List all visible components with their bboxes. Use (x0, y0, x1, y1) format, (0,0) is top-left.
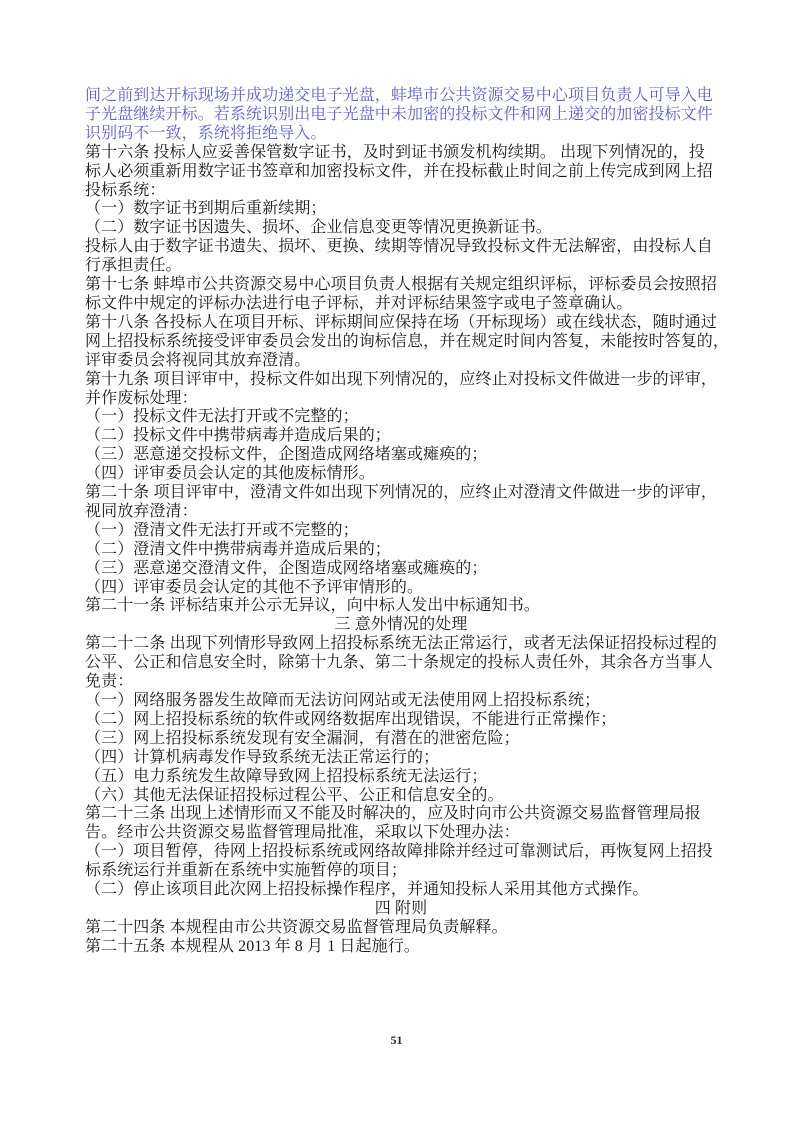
text-line: （二）投标文件中携带病毒并造成后果的； (85, 427, 391, 445)
text-line: 第二十二条 出现下列情形导致网上招投标系统无法正常运行，或者无法保证招投标过程的 (85, 635, 718, 653)
text-line: 第二十三条 出现上述情形而又不能及时解决的，应及时向市公共资源交易监督管理局报 (85, 805, 701, 823)
text-line: （一）项目暂停，待网上招投标系统或网络故障排除并经过可靠测试后，再恢复网上招投 (85, 843, 713, 861)
text-line: 第十九条 项目评审中，投标文件如出现下列情况的，应终止对投标文件做进一步的评审， (85, 370, 718, 388)
text-line: 行承担责任。 (85, 257, 182, 275)
text-line: 间之前到达开标现场并成功递交电子光盘，蚌埠市公共资源交易中心项目负责人可导入电 (85, 87, 713, 104)
text-line: （二）网上招投标系统的软件或网络数据库出现错误，不能进行正常操作； (85, 710, 617, 728)
text-line: 评审委员会将视同其放弃澄清。 (85, 351, 311, 369)
text-line: 告。经市公共资源交易监督管理局批准，采取以下处理办法： (85, 824, 520, 842)
text-line: 免责： (85, 673, 134, 691)
text-line: 第二十五条 本规程从 2013 年 8 月 1 日起施行。 (85, 937, 420, 955)
text-line: 第十六条 投标人应妥善保管数字证书，及时到证书颁发机构续期。 出现下列情况的，投 (85, 143, 706, 161)
text-line: （二）停止该项目此次网上招投标操作程序，并通知投标人采用其他方式操作。 (85, 881, 649, 899)
document-body (85, 87, 730, 957)
text-line: 识别码不一致，系统将拒绝导入。 (85, 124, 327, 142)
section-heading: 四 附则 (374, 899, 428, 917)
text-line: 第十七条 蚌埠市公共资源交易中心项目负责人根据有关规定组织评标，评标委员会按照招 (85, 276, 718, 294)
text-line: （二）澄清文件中携带病毒并造成后果的； (85, 540, 391, 558)
text-line: （四）计算机病毒发作导致系统无法正常运行的； (85, 748, 440, 766)
text-line: （五）电力系统发生故障导致网上招投标系统无法运行； (85, 767, 488, 785)
text-line: 标文件中规定的评标办法进行电子评标，并对评标结果签字或电子签章确认。 (85, 294, 633, 312)
text-line: 标系统运行并重新在系统中实施暂停的项目； (85, 862, 408, 880)
text-line: 第二十四条 本规程由市公共资源交易监督管理局负责解释。 (85, 918, 508, 936)
text-line: （四）评审委员会认定的其他不予评审情形的。 (85, 578, 424, 596)
text-line: （一）网络服务器发生故障而无法访问网站或无法使用网上招投标系统； (85, 692, 601, 709)
text-line: 第二十一条 评标结束并公示无异议，向中标人发出中标通知书。 (85, 597, 540, 615)
text-line: （一）投标文件无法打开或不完整的； (85, 408, 359, 426)
text-line: （四）评审委员会认定的其他废标情形。 (85, 465, 375, 483)
text-line: （三）恶意递交投标文件，企图造成网络堵塞或瘫痪的； (85, 446, 488, 464)
text-line: 投标系统： (85, 181, 166, 199)
section-heading: 三 意外情况的处理 (334, 616, 468, 634)
text-line: 子光盘继续开标。若系统识别出电子光盘中未加密的投标文件和网上递交的加密投标文件 (85, 105, 713, 123)
text-line: （三）恶意递交澄清文件，企图造成网络堵塞或瘫痪的； (85, 559, 488, 577)
page-number: 51 (390, 1033, 403, 1047)
text-line: （一）澄清文件无法打开或不完整的； (85, 521, 359, 539)
text-line: 投标人由于数字证书遗失、损坏、更换、续期等情况导致投标文件无法解密，由投标人自 (85, 238, 713, 256)
text-line: （二）数字证书因遗失、损坏、企业信息变更等情况更换新证书。 (85, 219, 552, 237)
text-line: 标人必须重新用数字证书签章和加密投标文件，并在投标截止时间之前上传完成到网上招 (85, 162, 713, 180)
text-line: 第十八条 各投标人在项目开标、评标期间应保持在场（开标现场）或在线状态，随时通过 (85, 313, 718, 331)
text-line: 视同放弃澄清： (85, 502, 198, 520)
text-line: （三）网上招投标系统发现有安全漏洞，有潜在的泄密危险； (85, 729, 520, 747)
text-line: 并作废标处理： (85, 389, 198, 407)
text-line: 第二十条 项目评审中，澄清文件如出现下列情况的，应终止对澄清文件做进一步的评审， (85, 484, 718, 502)
text-line: （六）其他无法保证招投标过程公平、公正和信息安全的。 (85, 786, 504, 804)
text-line: 网上招投标系统接受评审委员会发出的询标信息，并在规定时间内答复，未能按时答复的， (85, 332, 730, 350)
text-line: 公平、公正和信息安全时，除第十九条、第二十条规定的投标人责任外，其余各方当事人 (85, 654, 713, 672)
text-line: （一）数字证书到期后重新续期； (85, 200, 327, 218)
